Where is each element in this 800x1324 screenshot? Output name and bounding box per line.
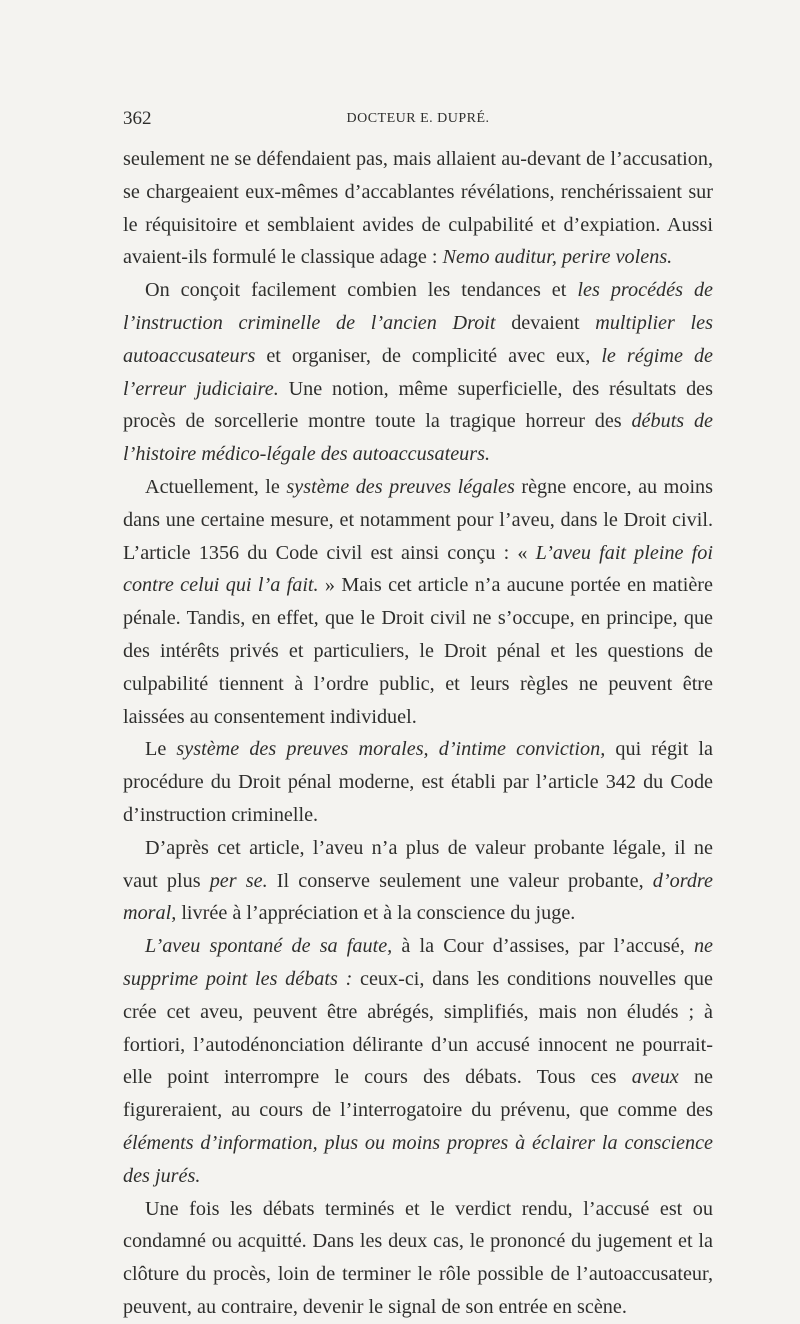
italic-text: multiplier les autoaccusateurs (123, 311, 713, 367)
italic-text: éléments d’information, plus ou moins propres à éclairer la conscience des jurés. (123, 1131, 713, 1187)
paragraph (123, 471, 713, 733)
italic-text: per se. (209, 869, 268, 892)
text-run: à la Cour d’assises, par l’accusé, (392, 935, 694, 958)
italic-text: les procédés de l’instruction criminelle de l’ancien Droit (123, 279, 713, 334)
italic-text: Nemo auditur, perire volens. (442, 246, 673, 269)
text-run: devaient (495, 311, 596, 334)
text-run: Une fois les débats terminés et le verdict rendu, l’accusé est ou condamné ou acquitté. Dans les deux cas, le prononcé du jugement et la clôture du procès, loin de terminer le rôle possible de l’autoaccusateur, peuvent, au contraire, devenir le signal de son entrée en scène. (123, 1197, 713, 1318)
italic-text: L’aveu fait pleine foi contre celui qui l’a fait. (123, 541, 713, 597)
text-run: ceux-ci, dans les conditions nouvelles que crée cet aveu, peuvent être abrégés, simplifiés, mais non éludés ; à fortiori, l’autodénonciation délirante d’un accusé innocent ne pourrait-elle point interrompre le cours des débats. Tous ces (123, 967, 713, 1089)
paragraph (123, 1193, 713, 1324)
text-run: livrée à l’appréciation et à la conscience du juge. (176, 902, 576, 925)
text-run: ne figureraient, au cours de l’interrogatoire du prévenu, que comme des (123, 1066, 713, 1122)
paragraph (123, 832, 713, 930)
paragraph (123, 274, 713, 471)
body-text (123, 143, 713, 1324)
text-run: et organiser, de complicité avec eux, (255, 344, 602, 367)
text-run: Le (145, 738, 177, 761)
italic-text: système des preuves légales (286, 475, 515, 498)
italic-text: débuts de l’histoire médico-légale des autoaccusateurs. (123, 410, 713, 466)
text-run: » Mais cet article n’a aucune portée en matière pénale. Tandis, en effet, que le Droit civil ne s’occupe, en principe, que des intérêts privés et particuliers, le Droit pénal et les questions de culpabilité tiennent à l’ordre public, et leurs règles ne peuvent être laissées au consentement individuel. (123, 574, 713, 728)
paragraph (123, 930, 713, 1192)
page-header (123, 108, 713, 138)
italic-text: ne supprime point les débats : (123, 935, 713, 990)
text-run: D’après cet article, l’aveu n’a plus de valeur probante légale, il ne vaut plus (123, 836, 713, 892)
paragraph (123, 733, 713, 831)
text-run: règne encore, au moins dans une certaine mesure, et notamment pour l’aveu, dans le Droit civil. L’article 1356 du Code civil est ainsi conçu : « (123, 475, 713, 564)
italic-text: système des preuves morales, d’intime conviction, (176, 738, 606, 761)
italic-text: le régime de l’erreur judiciaire. (123, 344, 713, 400)
running-head: DOCTEUR E. DUPRÉ. (346, 111, 490, 126)
italic-text: d’ordre moral, (123, 869, 713, 925)
text-run: Il conserve seulement une valeur probante, (267, 869, 653, 892)
text-run: On conçoit facilement combien les tendances et (145, 279, 578, 302)
text-run: Une notion, même superficielle, des résultats des procès de sorcellerie montre toute la tragique horreur des (123, 377, 713, 433)
text-run: seulement ne se défendaient pas, mais allaient au-devant de l’accusation, se chargeaient eux-mêmes d’accablantes révélations, renchérissaient sur le réquisitoire et semblaient avides de culpabilité et d’expiation. Aussi avaient-ils formulé le classique adage : (123, 148, 713, 269)
paragraph (123, 143, 713, 274)
italic-text: L’aveu spontané de sa faute, (145, 935, 393, 958)
italic-text: aveux (631, 1066, 679, 1089)
text-run: Actuellement, le (145, 475, 287, 498)
page-number: 362 (123, 108, 152, 129)
text-run: qui régit la procédure du Droit pénal moderne, est établi par l’article 342 du Code d’instruction criminelle. (123, 738, 713, 826)
